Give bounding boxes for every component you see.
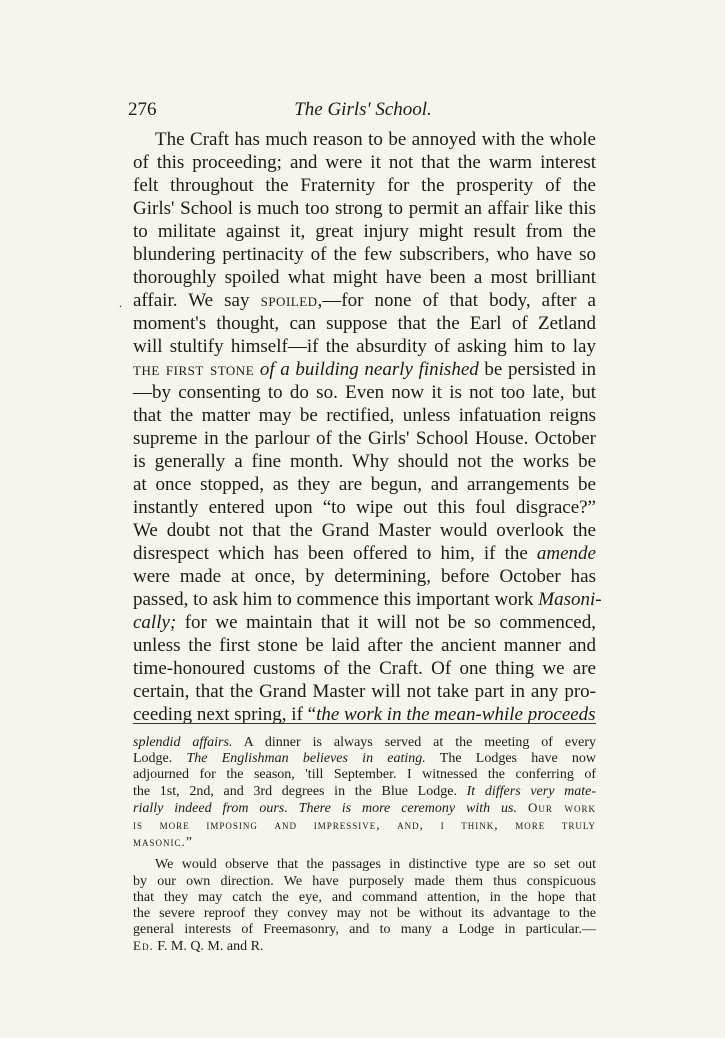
text-run: to militate against it, great injury might result from the (133, 221, 596, 242)
text-line (133, 174, 596, 197)
small-caps-text: Ed. (133, 938, 154, 954)
text-run: thoroughly spoiled what might have been a most brilliant (133, 267, 596, 288)
text-line (133, 800, 596, 817)
italic-text: It differs very mate- (466, 783, 596, 799)
text-run: passed, to ask him to commence this important work (133, 589, 539, 610)
text-line (133, 565, 596, 588)
text-run: moment's thought, can suppose that the Earl of Zetland (133, 313, 596, 334)
italic-text: cally; (133, 612, 177, 633)
small-caps-text: Our work (527, 799, 597, 815)
text-line (133, 542, 596, 565)
text-line (133, 473, 596, 496)
text-run: ” (185, 835, 192, 851)
text-run: —by consenting to do so. Even now it is not too late, but (133, 382, 596, 403)
text-run: ,—for none of that body, after a (317, 290, 596, 311)
text-line (133, 784, 596, 800)
text-run: supreme in the parlour of the Girls' School House. October (133, 428, 596, 449)
text-run: disrespect which has been offered to him, if the (133, 543, 537, 564)
text-run: ceeding next spring, if “ (133, 704, 317, 725)
text-line (133, 381, 596, 404)
text-line (133, 243, 596, 266)
italic-text: of a building nearly finished (259, 359, 479, 380)
text-line (133, 128, 596, 151)
text-run: blundering pertinacity of the few subscribers, who have so (133, 244, 596, 265)
running-title: The Girls' School. (294, 99, 432, 120)
text-line (133, 857, 596, 873)
text-line (133, 588, 602, 611)
footnote-continuation (133, 735, 596, 851)
page-number: 276 (128, 99, 157, 120)
text-run: the severe reproof they convey may not be without its advantage to the (133, 906, 596, 922)
text-run: be persisted in (478, 359, 596, 380)
text-line (133, 922, 596, 938)
text-run: general interests of Freemasonry, and to many a Lodge in particular.— (133, 922, 596, 938)
text-line (133, 735, 596, 751)
small-caps-text: spoiled (260, 290, 318, 311)
text-line (133, 680, 596, 703)
text-run: at once stopped, as they are begun, and arrangements be (133, 474, 596, 495)
footnote-rule (133, 723, 596, 724)
text-line (133, 657, 596, 680)
italic-text: splendid affairs. (133, 735, 233, 750)
text-run: will stultify himself—if the absurdity of asking him to lay (133, 336, 596, 357)
body-paragraph (133, 128, 602, 726)
small-caps-text: masonic. (133, 834, 186, 850)
text-line (133, 289, 596, 312)
small-caps-text: the first stone (133, 359, 255, 380)
text-line (133, 220, 596, 243)
text-run: certain, that the Grand Master will not take part in any pro- (133, 681, 596, 702)
text-run: felt throughout the Fraternity for the prosperity of the (133, 175, 596, 196)
text-run: that the matter may be rectified, unless infatuation reigns (133, 405, 596, 426)
text-run: time-honoured customs of the Craft. Of one thing we are (133, 658, 596, 679)
text-line (133, 358, 596, 381)
text-line (133, 834, 596, 851)
text-line (133, 496, 596, 519)
italic-text: amende (536, 543, 596, 564)
text-run: The Craft has much reason to be annoyed with the whole (155, 129, 596, 150)
text-run: affair. We say (133, 290, 261, 311)
text-run: F. M. Q. M. and R. (153, 939, 264, 955)
text-line (133, 335, 596, 358)
italic-text: rially indeed from ours. There is more ceremony with us. (133, 800, 518, 816)
text-run: We would observe that the passages in distinctive type are so set out (155, 857, 596, 873)
text-line (133, 906, 596, 922)
editor-note (133, 857, 596, 955)
text-line (133, 767, 596, 783)
italic-text: Masoni- (538, 589, 602, 610)
text-run: Girls' School is much too strong to permit an affair like this (133, 198, 596, 219)
text-run (517, 801, 528, 816)
text-line (133, 197, 596, 220)
text-run: A dinner is always served at the meeting of every (232, 735, 596, 750)
small-caps-text: is more imposing and impressive, and, i think, more truly (133, 817, 596, 833)
text-line (133, 634, 596, 657)
text-line (133, 266, 596, 289)
text-run: the 1st, 2nd, and 3rd degrees in the Blue Lodge. (133, 783, 467, 799)
footnotes (133, 735, 596, 956)
text-run: by our own direction. We have purposely made them thus conspicuous (133, 873, 596, 889)
text-run: were made at once, by determining, before October has (133, 566, 596, 587)
text-run: instantly entered upon “to wipe out this foul disgrace?” (133, 497, 596, 518)
text-line (133, 874, 596, 890)
margin-mark: . (119, 296, 122, 310)
text-line (133, 312, 596, 335)
text-line (133, 611, 596, 634)
text-run: unless the first stone be laid after the ancient manner and (133, 635, 596, 656)
text-run: We doubt not that the Grand Master would overlook the (133, 520, 596, 541)
text-line (133, 151, 596, 174)
text-line (133, 519, 596, 542)
italic-text: The Englishman believes in eating. (186, 751, 426, 767)
italic-text: the work in the mean-while proceeds (316, 704, 596, 725)
text-line (133, 427, 596, 450)
text-run: Lodge. (133, 751, 187, 767)
text-line (133, 404, 596, 427)
text-line (133, 817, 596, 834)
text-run: for we maintain that it will not be so commenced, (176, 612, 596, 633)
text-run: that they may catch the eye, and command attention, in the hope that (133, 889, 596, 905)
text-line (133, 938, 596, 955)
text-line (133, 890, 596, 906)
text-line (133, 751, 596, 767)
text-run: adjourned for the season, 'till September. I witnessed the conferring of (133, 767, 596, 783)
text-run: is generally a fine month. Why should not the works be (133, 451, 596, 472)
text-run: The Lodges have now (425, 751, 596, 767)
text-line (133, 450, 596, 473)
text-run: of this proceeding; and were it not that the warm interest (133, 152, 596, 173)
